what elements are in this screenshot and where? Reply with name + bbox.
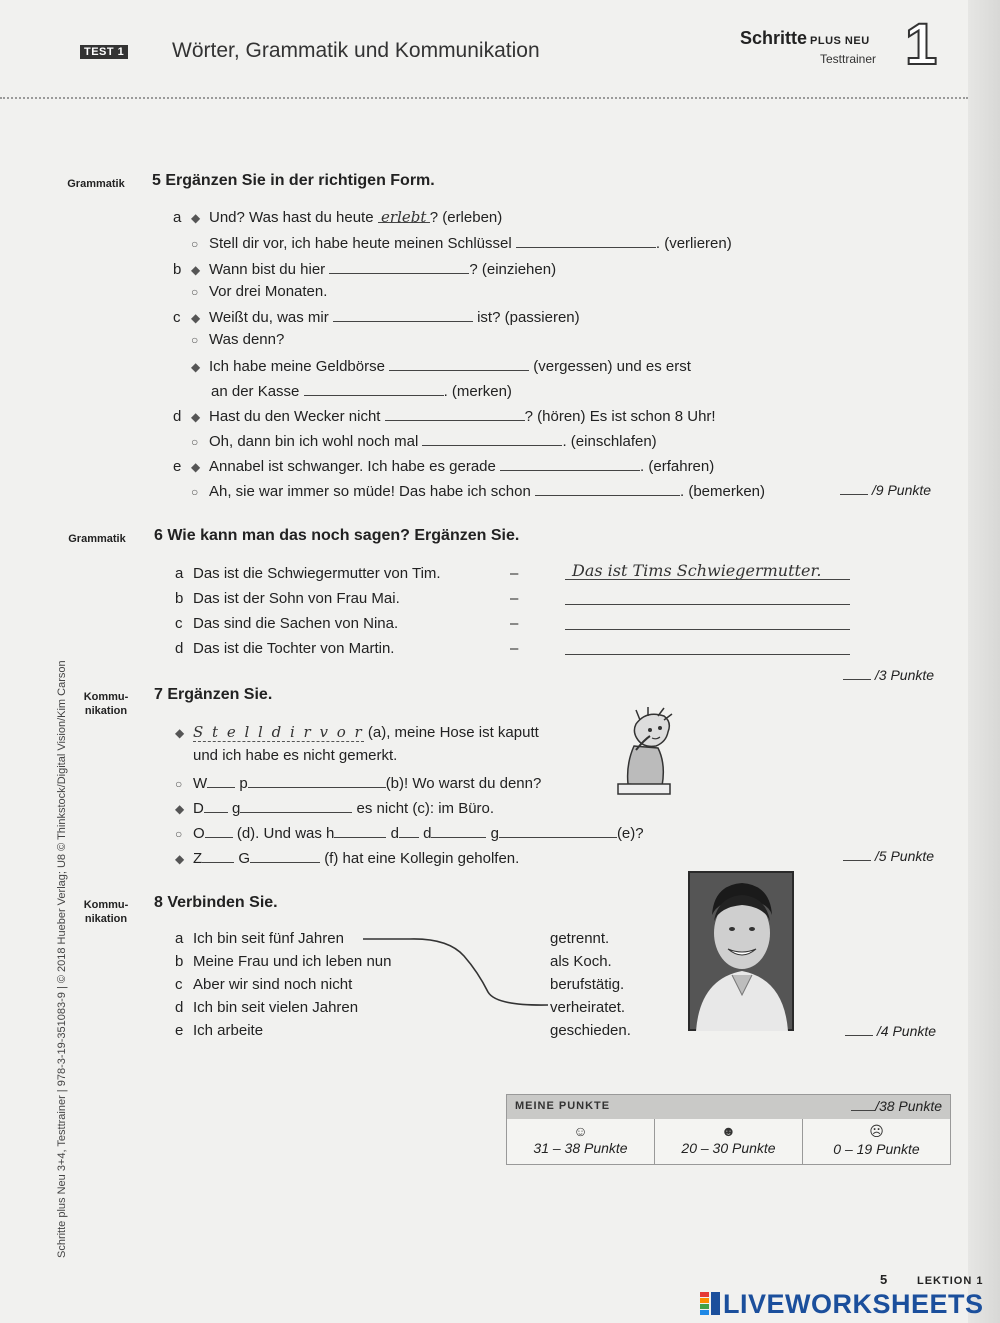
answer-field[interactable] (389, 356, 529, 371)
exercise-line (191, 233, 732, 253)
line-text: . (erfahren) (640, 458, 715, 475)
match-right-item[interactable]: verheiratet. (550, 999, 626, 1016)
line-text: es nicht (c): im Büro. (356, 800, 495, 817)
match-right-item[interactable]: getrennt. (550, 930, 610, 947)
item-letter: c (175, 615, 183, 632)
item-text: Ich arbeite (193, 1022, 264, 1039)
thinking-boy-illustration (606, 706, 686, 802)
item-letter: b (173, 261, 182, 278)
section7-heading: 7 Ergänzen Sie. (154, 686, 273, 703)
line-text: und ich habe es nicht gemerkt. (193, 747, 398, 764)
points-label: /9 Punkte (871, 482, 932, 498)
item-letter: c (175, 976, 183, 993)
line-text: g (490, 825, 499, 842)
answer-field[interactable] (205, 823, 233, 838)
exercise-line (175, 723, 539, 742)
item-letter: a (175, 930, 184, 947)
match-left-item[interactable] (175, 999, 358, 1017)
score-total (851, 1098, 942, 1114)
line-text: ? (erleben) (429, 209, 503, 226)
match-left-item[interactable] (175, 953, 391, 971)
exercise-line (173, 259, 556, 279)
item-letter: e (173, 458, 182, 475)
exercise-line (175, 773, 541, 793)
answer-field[interactable] (304, 381, 444, 396)
item-dash: – (510, 615, 519, 632)
exercise-line (191, 431, 657, 451)
section8-category: Kommu- nikation (83, 899, 129, 925)
item-text: Meine Frau und ich leben nun (193, 953, 392, 970)
line-text: . (bemerken) (679, 483, 766, 500)
exercise-line (173, 208, 502, 227)
liveworksheets-icon (700, 1292, 720, 1316)
circle-icon: ○ (175, 777, 183, 791)
score-range-low (803, 1119, 950, 1164)
exercise-line (191, 331, 284, 349)
answer-field[interactable] (500, 456, 640, 471)
line-text: Z (193, 850, 203, 867)
answer-field[interactable] (207, 773, 235, 788)
diamond-icon: ◆ (191, 311, 201, 325)
line-text: Hast du den Wecker nicht (209, 408, 381, 425)
answer-field[interactable] (204, 798, 228, 813)
item-letter: c (173, 309, 181, 326)
exercise-line (211, 381, 512, 401)
circle-icon: ○ (191, 435, 199, 449)
diamond-icon: ◆ (191, 263, 201, 277)
diamond-icon: ◆ (175, 726, 185, 740)
section6-points (843, 667, 934, 683)
score-label: MEINE PUNKTE (515, 1100, 611, 1112)
points-field[interactable] (840, 484, 868, 495)
item-letter: d (173, 408, 182, 425)
line-text: Annabel ist schwanger. Ich habe es gerade (209, 458, 496, 475)
exercise-line (175, 848, 519, 868)
points-field[interactable] (845, 1025, 873, 1036)
diamond-icon: ◆ (191, 410, 201, 424)
page-edge-shadow (968, 0, 1000, 1323)
answer-field[interactable] (499, 823, 617, 838)
section6-category: Grammatik (68, 533, 126, 545)
happy-face-icon: ☺ (573, 1123, 588, 1139)
diamond-icon: ◆ (175, 802, 185, 816)
line-text: Was denn? (209, 331, 285, 348)
item-letter: e (175, 1022, 184, 1039)
score-range-high (507, 1119, 654, 1164)
item-letter: b (175, 953, 184, 970)
item-text: Aber wir sind noch nicht (193, 976, 353, 993)
item-letter: a (175, 565, 184, 582)
page-title: Wörter, Grammatik und Kommunikation (172, 39, 540, 62)
line-text: p (239, 775, 248, 792)
answer-field[interactable] (334, 823, 386, 838)
line-text: Weißt du, was mir (209, 309, 329, 326)
exercise-line (191, 356, 691, 376)
match-left-item[interactable] (175, 1022, 263, 1040)
item-dash: – (510, 565, 519, 582)
line-text: Und? Was hast du heute (209, 209, 374, 226)
line-text: d (390, 825, 399, 842)
lesson-number: 1 (905, 12, 938, 77)
diamond-icon: ◆ (191, 360, 201, 374)
answer-field[interactable] (535, 481, 680, 496)
line-text: ist? (passieren) (477, 309, 580, 326)
list-item (175, 590, 400, 608)
item-letter: d (175, 640, 184, 657)
answer-field[interactable] (422, 431, 562, 446)
answer-field[interactable] (565, 654, 850, 655)
watermark-text: LIVEWORKSHEETS (723, 1289, 984, 1319)
item-dash: – (510, 590, 519, 607)
sad-face-icon: ☹ (869, 1123, 884, 1139)
line-text: Oh, dann bin ich wohl noch mal (209, 433, 419, 450)
points-label: /5 Punkte (874, 848, 935, 864)
line-text: ? (hören) Es ist schon 8 Uhr! (524, 408, 716, 425)
answer-field[interactable] (240, 798, 352, 813)
line-text: Ich habe meine Geldbörse (209, 358, 385, 375)
section6-heading: 6 Wie kann man das noch sagen? Ergänzen Sie. (154, 527, 520, 544)
item-dash: – (510, 640, 519, 657)
line-text: (a), meine Hose ist kaputt (367, 724, 539, 741)
answer-field[interactable] (333, 307, 473, 322)
line-text: Wann bist du hier (209, 261, 326, 278)
line-text: d (423, 825, 432, 842)
copyright-credit: Schritte plus Neu 3+4, Testtrainer | 978-3-19-351083-9 | © 2018 Hueber Verlag; U8 © Thinkstock/Digital Vision/Kim Carson (56, 660, 68, 1258)
line-text: g (232, 800, 241, 817)
line-text: . (merken) (443, 383, 512, 400)
section8-points (845, 1023, 936, 1039)
item-letter: d (175, 999, 184, 1016)
score-range-text: 20 – 30 Punkte (681, 1140, 776, 1156)
exercise-line (173, 456, 714, 476)
circle-icon: ○ (175, 827, 183, 841)
match-left-item[interactable] (175, 976, 352, 994)
list-item (175, 615, 398, 633)
points-label: /4 Punkte (876, 1023, 937, 1039)
match-right-item[interactable]: geschieden. (550, 1022, 631, 1039)
exercise-line (191, 481, 765, 501)
match-right-item[interactable]: berufstätig. (550, 976, 625, 993)
score-summary-box (506, 1094, 951, 1165)
match-left-item[interactable] (175, 930, 344, 948)
item-text: Ich bin seit vielen Jahren (193, 999, 359, 1016)
line-text: (e)? (616, 825, 644, 842)
answer-field[interactable] (565, 579, 850, 580)
answer-field[interactable] (202, 848, 234, 863)
list-item (175, 565, 441, 583)
section7-points (843, 848, 934, 864)
circle-icon: ○ (191, 285, 199, 299)
answer-field[interactable] (248, 773, 386, 788)
answer-field[interactable] (516, 233, 656, 248)
diamond-icon: ◆ (191, 211, 201, 225)
diamond-icon: ◆ (175, 852, 185, 866)
answer-field[interactable] (250, 848, 320, 863)
line-text: G (238, 850, 251, 867)
exercise-line (175, 823, 644, 843)
item-letter: b (175, 590, 184, 607)
line-text: . (einschlafen) (562, 433, 657, 450)
answer-field[interactable] (565, 604, 850, 605)
exercise-line (175, 798, 494, 818)
diamond-icon: ◆ (191, 460, 201, 474)
brand-small: PLUS NEU (810, 35, 870, 47)
section5-points (840, 482, 931, 498)
brand-title (740, 28, 870, 49)
circle-icon: ○ (191, 237, 199, 251)
section5-category: Grammatik (67, 178, 125, 190)
points-label: /38 Punkte (875, 1098, 942, 1114)
score-range-text: 31 – 38 Punkte (533, 1140, 628, 1156)
answer-field[interactable] (329, 259, 469, 274)
score-range-text: 0 – 19 Punkte (833, 1141, 920, 1157)
score-range-mid (655, 1119, 802, 1164)
sample-answer: S t e l l d i r v o r (193, 723, 364, 741)
exercise-line (173, 307, 580, 327)
lesson-label: LEKTION 1 (917, 1275, 984, 1287)
line-text: (vergessen) und es erst (533, 358, 691, 375)
line-text: W (193, 775, 208, 792)
sample-connector-line (360, 930, 552, 1010)
line-text: an der Kasse (211, 383, 300, 400)
answer-field[interactable] (399, 823, 419, 838)
match-right-item[interactable]: als Koch. (550, 953, 612, 970)
item-letter: a (173, 209, 182, 226)
points-field[interactable] (843, 669, 871, 680)
item-text: Ich bin seit fünf Jahren (193, 930, 344, 947)
answer-field[interactable] (565, 629, 850, 630)
points-field[interactable] (843, 850, 871, 861)
line-text: D (193, 800, 204, 817)
test-badge: TEST 1 (80, 45, 128, 59)
circle-icon: ○ (191, 333, 199, 347)
answer-field[interactable]: erlebt (378, 208, 430, 223)
score-header (507, 1095, 950, 1119)
item-text: Das sind die Sachen von Nina. (193, 615, 399, 632)
liveworksheets-logo[interactable] (700, 1289, 984, 1320)
answer-field[interactable] (431, 823, 486, 838)
list-item (175, 640, 394, 658)
line-text: Stell dir vor, ich habe heute meinen Schlüssel (209, 235, 512, 252)
item-text: Das ist die Tochter von Martin. (193, 640, 395, 657)
section5-heading: 5 Ergänzen Sie in der richtigen Form. (152, 172, 435, 189)
sample-answer: Das ist Tims Schwiegermutter. (572, 561, 822, 580)
header-divider (0, 97, 968, 99)
page-number: 5 (880, 1272, 888, 1287)
answer-field[interactable] (385, 406, 525, 421)
line-text: ? (einziehen) (469, 261, 557, 278)
neutral-face-icon: ☻ (721, 1123, 736, 1139)
item-text: Das ist die Schwiegermutter von Tim. (193, 565, 441, 582)
item-text: Das ist der Sohn von Frau Mai. (193, 590, 400, 607)
man-portrait-photo (688, 871, 794, 1031)
exercise-line (191, 283, 327, 301)
line-text: (d). Und was h (236, 825, 335, 842)
line-text: . (verlieren) (655, 235, 732, 252)
line-text: (f) hat eine Kollegin geholfen. (324, 850, 520, 867)
line-text: Vor drei Monaten. (209, 283, 328, 300)
exercise-line (173, 406, 716, 426)
line-text: (b)! Wo warst du denn? (385, 775, 542, 792)
section7-category: Kommu- nikation (83, 691, 129, 717)
brand-subtitle: Testtrainer (820, 52, 877, 66)
points-field[interactable] (851, 1100, 875, 1111)
points-label: /3 Punkte (874, 667, 935, 683)
circle-icon: ○ (191, 485, 199, 499)
brand-main: Schritte (740, 28, 808, 48)
line-text: Ah, sie war immer so müde! Das habe ich schon (209, 483, 531, 500)
section8-heading: 8 Verbinden Sie. (154, 894, 278, 911)
line-text: O (193, 825, 205, 842)
